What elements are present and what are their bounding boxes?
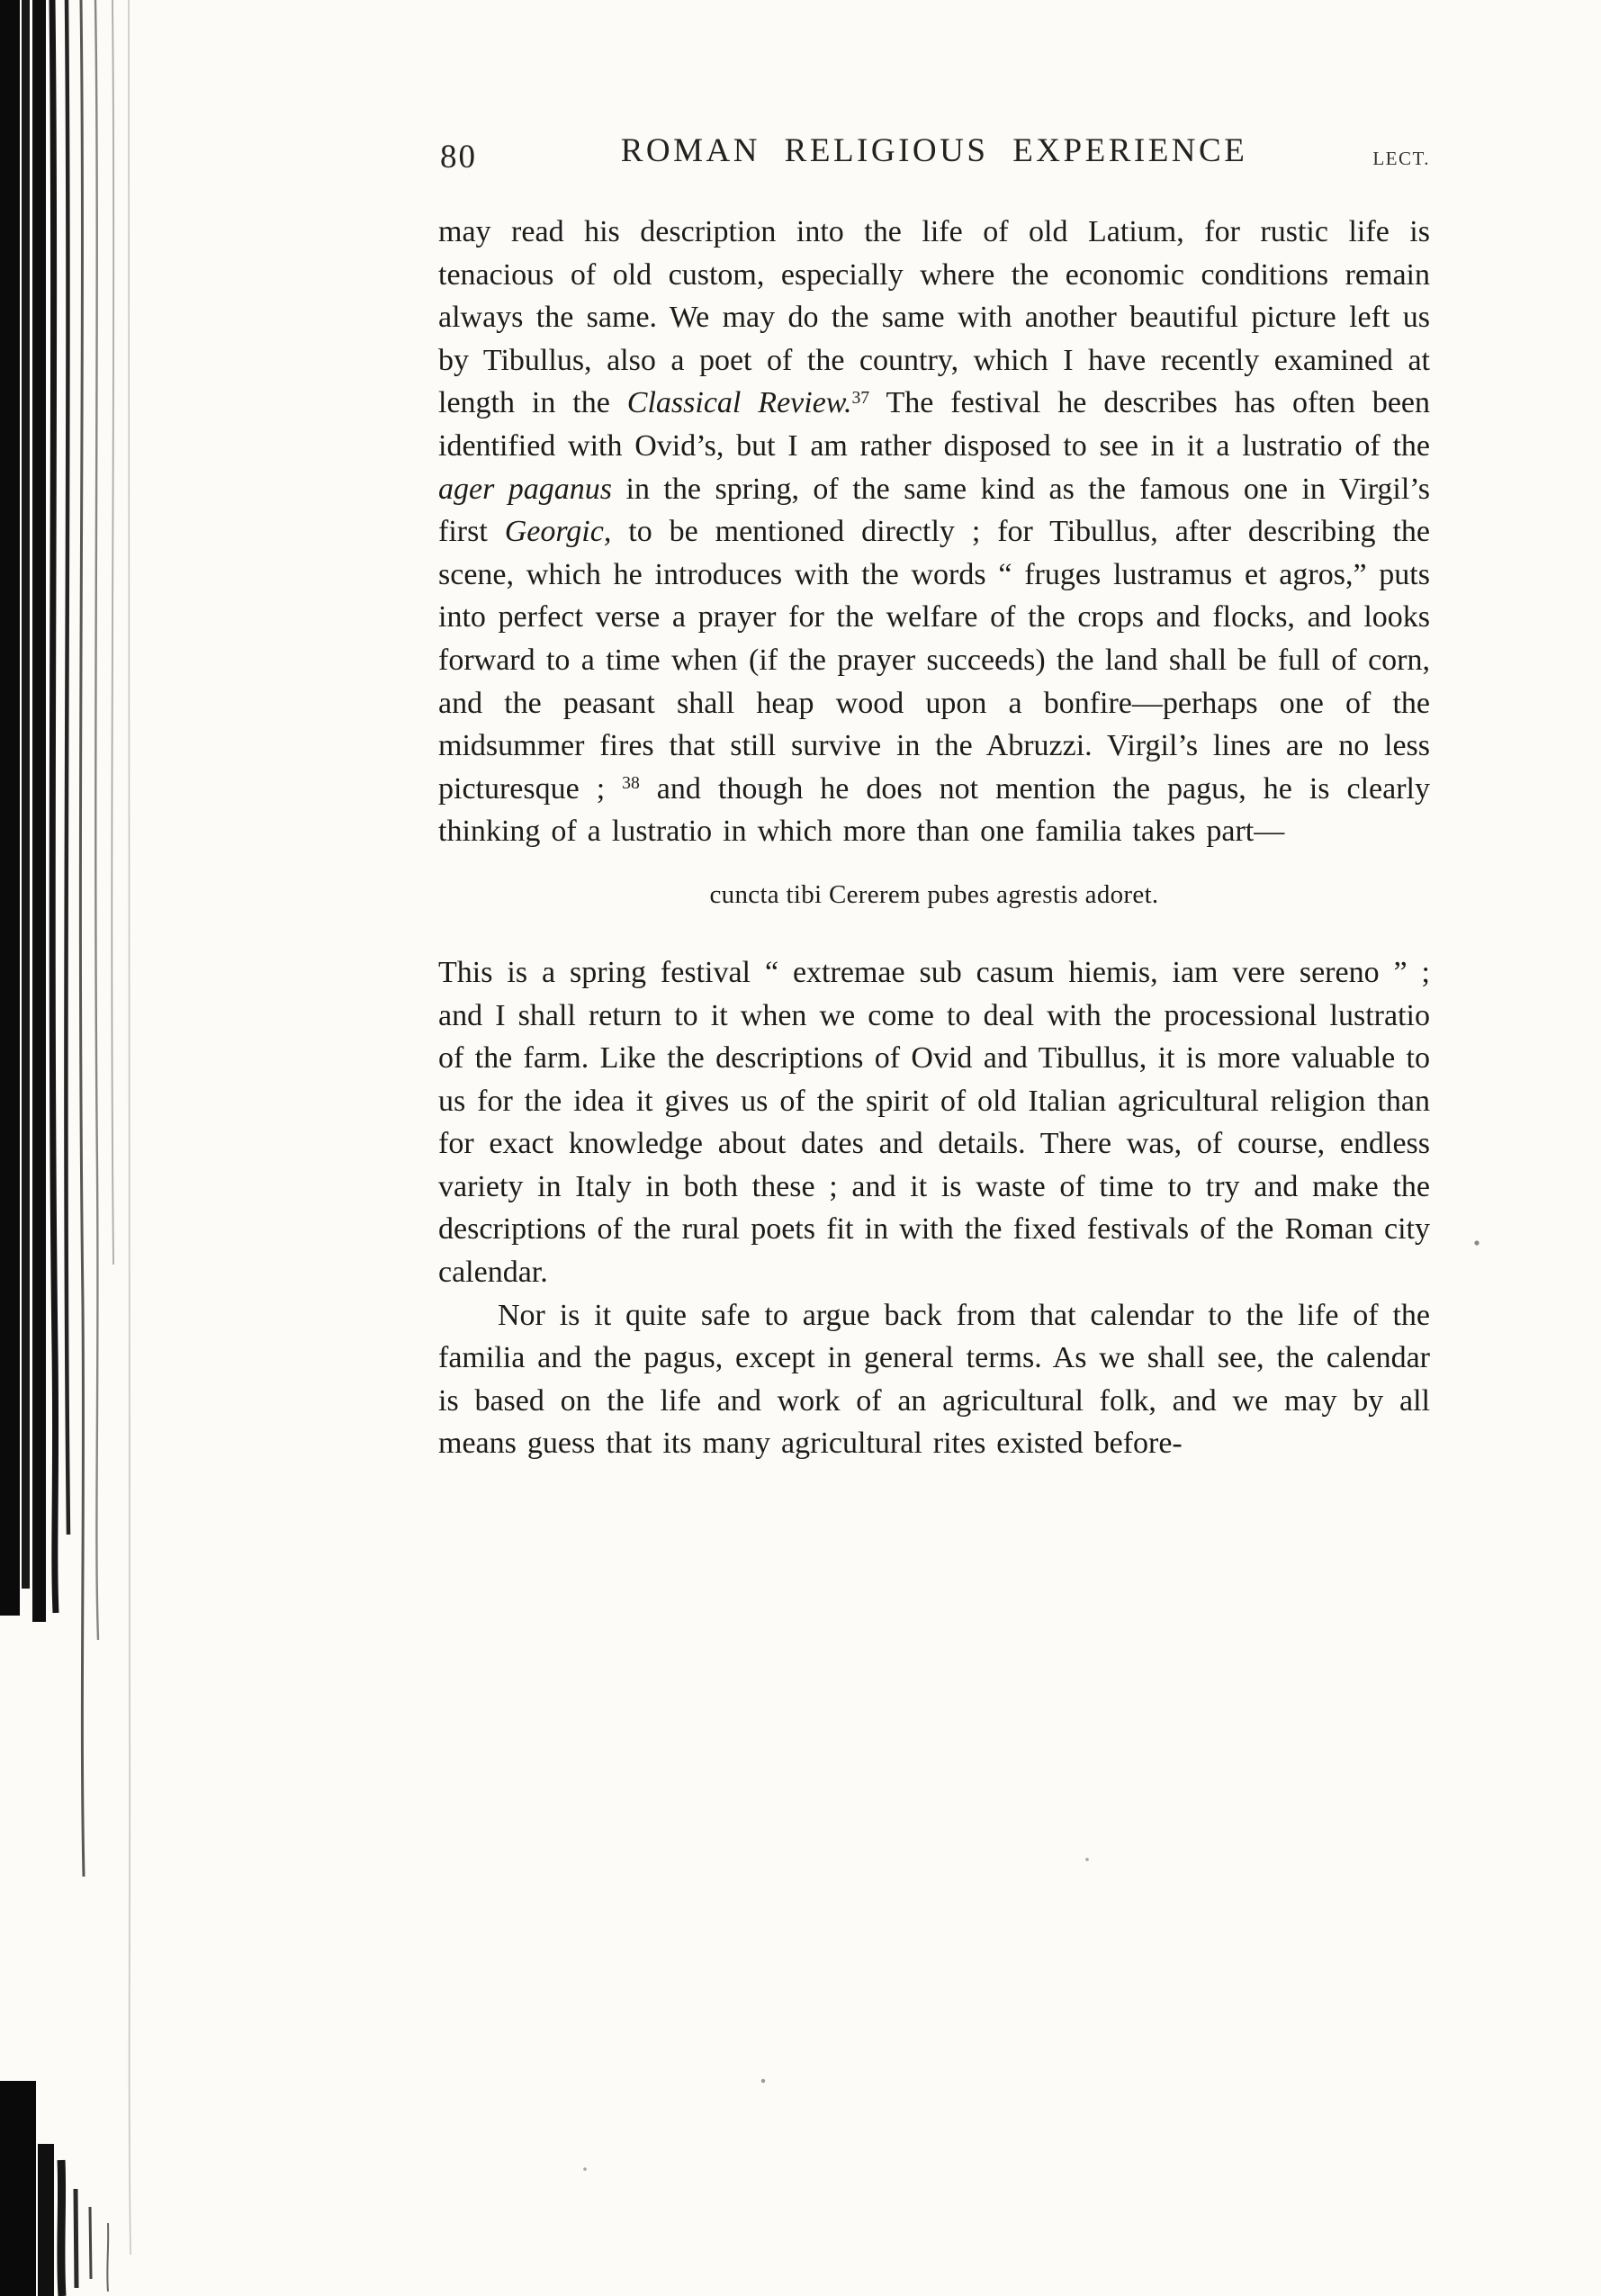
text-run: may read his description into the life of old Latium, for rustic life is tenacious of old custom, especially where the economic conditions remain always the same. We may do the same with another beautiful picture left us by Tibullus, also a poet of the country, which I have recently examined at length in the <box>438 215 1430 420</box>
header-corner-label: LECT. <box>1372 148 1430 169</box>
italic-text-run: Classical Review. <box>626 386 852 420</box>
text-run: in the spring, of the same kind as the famous one in Virgil’s first <box>438 472 1430 549</box>
text-run: to be mentioned directly ; for Tibullus, after describing the scene, which he introduces with the words “ fruges lustramus et agros,” puts into perfect verse a prayer for the welfare of the crops and flocks, and looks forward to a time when (if the prayer succeeds) the land shall be full of corn, and the peasant shall heap wood upon a bonfire—perhaps one of the midsummer fires that still survive in the Abruzzi. Virgil’s lines are no less picturesque ; <box>438 515 1430 806</box>
running-title: ROMAN RELIGIOUS EXPERIENCE <box>620 132 1248 169</box>
page-content <box>438 131 1430 1465</box>
verse-line: cuncta tibi Cererem pubes agrestis adoret. <box>709 879 1159 909</box>
footnote-marker-38: 38 <box>622 772 640 793</box>
text-run: and though he does not mention the pagus, he is clearly thinking of a lustratio in which more than one familia takes part— <box>438 771 1430 849</box>
paragraph-1 <box>438 211 1430 853</box>
italic-text-run: ager paganus <box>438 472 613 506</box>
page-header <box>438 131 1430 176</box>
scan-binding-artifact <box>0 0 171 2296</box>
text-run: The festival he describes has often been identified with Ovid’s, but I am rather disposed to see in it a lustratio of the <box>438 386 1431 463</box>
paragraph-3: Nor is it quite safe to argue back from that calendar to the life of the familia and the pagus, except in general terms. As we shall see, the calendar is based on the life and work of an agricultural folk, and we may by all means guess that its many agricultural rites existed before- <box>438 1298 1430 1461</box>
page-number: 80 <box>440 139 477 176</box>
paragraph-2: This is a spring festival “ extremae sub casum hiemis, iam vere sereno ” ; and I shall return to it when we come to deal with the processional lustratio of the farm. Like the descriptions of Ovid and Tibullus, it is more valuable to us for the idea it gives us of the spirit of old Italian agricultural religion than for exact knowledge about dates and details. There was, of course, endless variety in Italy in both these ; and it is waste of time to try and make the descriptions of the rural poets fit in with the fixed festivals of the Roman city calendar. <box>438 955 1430 1290</box>
footnote-marker-37: 37 <box>851 387 870 408</box>
italic-text-run: Georgic, <box>504 515 612 549</box>
